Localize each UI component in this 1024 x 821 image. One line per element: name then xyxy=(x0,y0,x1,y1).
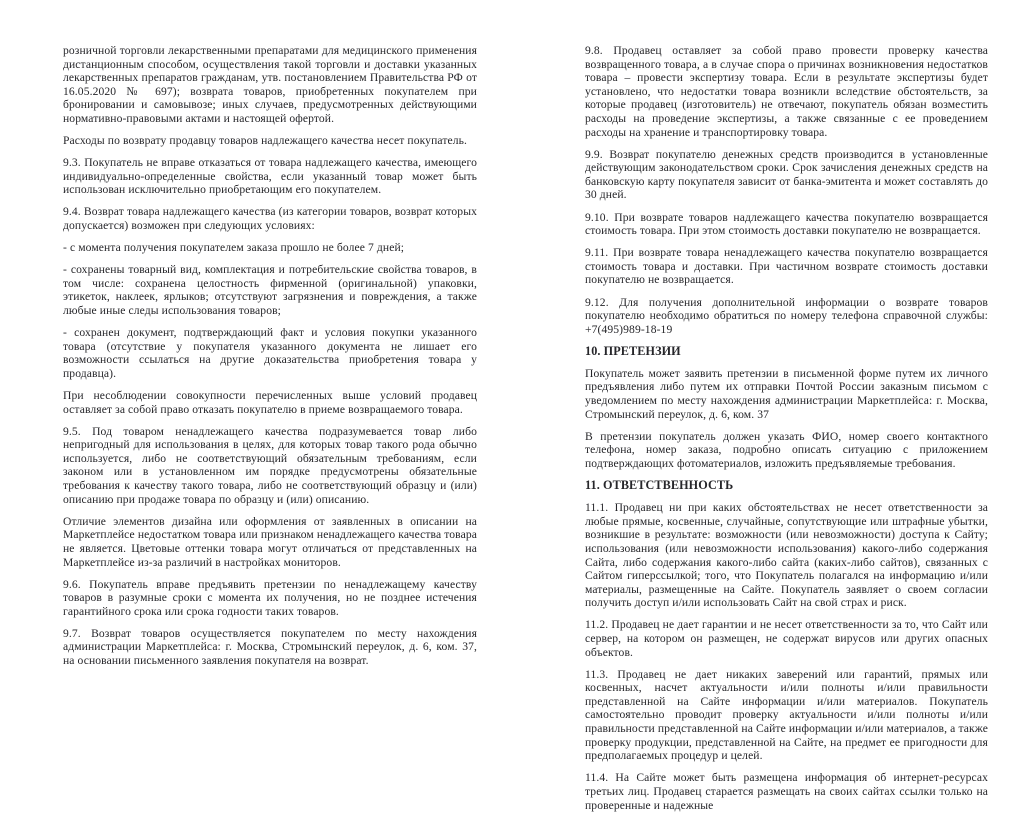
paragraph: розничной торговли лекарственными препаратами для медицинского применения дистанционным способом, осуществления такой торговли и доставки указанных лекарственных препаратов гражданам, утв. постановлением Правительства РФ от 16.05.2020 № 697); возврата товаров, приобретенных покупателем при бронировании и самовывозе; иных случаев, предусмотренных действующими нормативно-правовыми актами и настоящей офертой. xyxy=(63,44,477,125)
paragraph: 9.11. При возврате товара ненадлежащего качества покупателю возвращается стоимость товара и доставки. При частичном возврате стоимость доставки покупателю не возвращается. xyxy=(585,246,988,287)
paragraph: 9.7. Возврат товаров осуществляется покупателем по месту нахождения администрации Маркетплейса: г. Москва, Стромынский переулок, д. 6, ком. 37, на основании письменного заявления покупателя на возврат. xyxy=(63,626,477,668)
right-column xyxy=(585,44,988,821)
paragraph: 9.8. Продавец оставляет за собой право провести проверку качества возвращенного товара, а в случае спора о причинах возникновения недостатков товара – провести экспертизу товара. Если в результате экспертизы будет установлено, что недостатки товара возникли вследствие обстоятельств, за которые продавец (изготовитель) не отвечают, покупатель обязан возместить расходы на проведение экспертизы, а также связанные с ее проведением расходы на хранение и транспортировку товара. xyxy=(585,44,988,139)
paragraph: 11.4. На Сайте может быть размещена информация об интернет-ресурсах третьих лиц. Продавец старается размещать на своих сайтах ссылки только на проверенные и надежные xyxy=(585,771,988,812)
left-column xyxy=(63,44,477,676)
paragraph: - сохранены товарный вид, комплектация и потребительские свойства товаров, в том числе: сохранена целостность фирменной (оригинальной) упаковки, этикеток, наклеек, ярлыков; отсутствуют загрязнения и повреждения, а также любые иные следы использования товаров; xyxy=(63,263,477,317)
section-heading: 10. ПРЕТЕНЗИИ xyxy=(585,343,681,358)
paragraph: При несоблюдении совокупности перечисленных выше условий продавец оставляет за собой право отказать покупателю в приеме возвращаемого товара. xyxy=(63,388,477,416)
paragraph: - с момента получения покупателем заказа прошло не более 7 дней; xyxy=(63,241,405,255)
paragraph: - сохранен документ, подтверждающий факт и условия покупки указанного товара (отсутствие у покупателя указанного документа не лишает его возможности ссылаться на другие доказательства приобретения товара у продавца). xyxy=(63,326,477,380)
paragraph: 9.12. Для получения дополнительной информации о возврате товаров покупателю необходимо обратиться по номеру телефона справочной службы: +7(495)989-18-19 xyxy=(585,295,988,336)
paragraph: 9.6. Покупатель вправе предъявить претензии по ненадлежащему качеству товаров в разумные сроки с момента их получения, но не позднее истечения гарантийного срока или срока годности таких товаров. xyxy=(63,577,477,618)
paragraph: 11.2. Продавец не дает гарантии и не несет ответственности за то, что Сайт или сервер, на котором он размещен, не содержат вирусов или других опасных объектов. xyxy=(585,618,988,659)
paragraph: 9.3. Покупатель не вправе отказаться от товара надлежащего качества, имеющего индивидуально-определенные свойства, если указанный товар может быть использован исключительно приобретающим его покупателем. xyxy=(63,156,477,197)
paragraph: 9.5. Под товаром ненадлежащего качества подразумевается товар либо непригодный для использования в целях, для которых товар такого рода обычно используется, либо не соответствующий обязательным требованиям, если законом или в установленном им порядке предусмотрены обязательные требования к качеству такого товара, либо не соответствующий образцу и (или) описанию при продаже товара по образцу и (или) описанию. xyxy=(63,424,477,506)
paragraph: Отличие элементов дизайна или оформления от заявленных в описании на Маркетплейсе недостатком товара или признаком ненадлежащего качества товара не является. Цветовые оттенки товара могут отличаться от представленных на Маркетплейсе из-за различий в настройках мониторов. xyxy=(63,514,477,569)
paragraph: В претензии покупатель должен указать ФИО, номер своего контактного телефона, номер заказа, подробно описать ситуацию с приложением подтверждающих фотоматериалов, изложить предъявляемые требования. xyxy=(585,429,988,470)
paragraph: 11.3. Продавец не дает никаких заверений или гарантий, прямых или косвенных, насчет актуальности и/или полноты и/или правильности представленной на Сайте информации и/или материалов. Покупатель самостоятельно проводит проверку актуальности и/или полноты и/или правильности представленной на Сайте информации и/или материалов, а также проверку продукции, представленной на Сайте, на предмет ее пригодности для предполагаемых процедур и целей. xyxy=(585,667,988,763)
paragraph: Покупатель может заявить претензии в письменной форме путем их личного предъявления либо путем их отправки Почтой России заказным письмом с уведомлением по месту нахождения администрации Маркетплейса: г. Москва, Стромынский переулок, д. 6, ком. 37 xyxy=(585,366,988,421)
paragraph: 11.1. Продавец ни при каких обстоятельствах не несет ответственности за любые прямые, косвенные, случайные, сопутствующие или штрафные убытки, возникшие в результате: возможности (или невозможности) доступа к Сайту; использования (или невозможности использования) какого-либо содержания Сайта, либо содержания какого-либо сайта (каких-либо сайтов), связанных с Сайтом гиперссылкой; того, что Покупатель полагался на информацию и/или материалы, размещенные на Сайте. Покупатель заявляет о своем согласии получить доступ и/или использовать Сайт на свой страх и риск. xyxy=(585,501,988,610)
paragraph: 9.10. При возврате товаров надлежащего качества покупателю возвращается стоимость товара. При этом стоимость доставки покупателю не возвращается. xyxy=(585,210,988,238)
paragraph: Расходы по возврату продавцу товаров надлежащего качества несет покупатель. xyxy=(63,134,468,148)
paragraph: 9.4. Возврат товара надлежащего качества (из категории товаров, возврат которых допускается) возможен при следующих условиях: xyxy=(63,205,477,233)
section-heading: 11. ОТВЕТСТВЕННОСТЬ xyxy=(585,478,734,493)
paragraph: 9.9. Возврат покупателю денежных средств производится в установленные действующим законодательством сроки. Срок зачисления денежных средств на банковскую карту покупателя зависит от банка-эмитента и может составлять до 30 дней. xyxy=(585,147,988,202)
